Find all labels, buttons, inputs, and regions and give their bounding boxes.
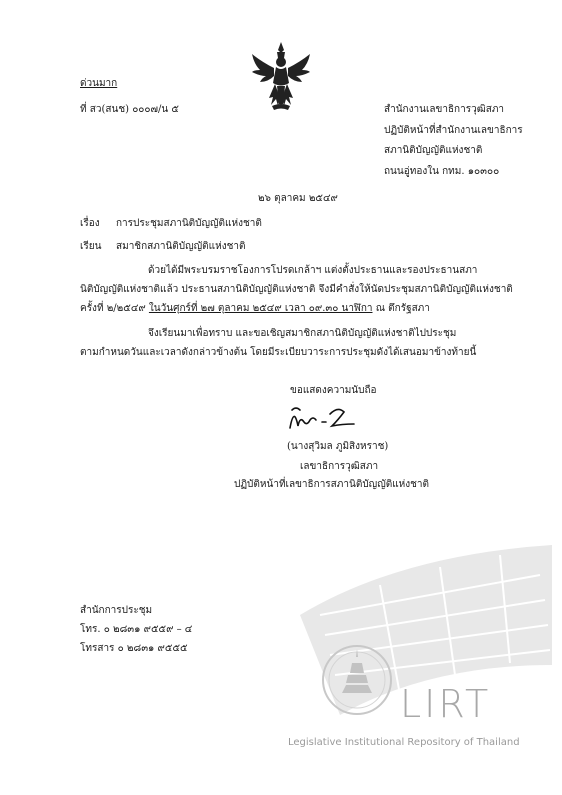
recipient-label: เรียน [80, 241, 102, 252]
body-paragraph-1-line-2: นิติบัญญัติแห่งชาติแล้ว ประธานสภานิติบัญญัติแห่งชาติ จึงมีคำสั่งให้นัดประชุมสภานิติบัญญัติแห่งชาติ [80, 284, 513, 295]
closing-salutation: ขอแสดงความนับถือ [290, 385, 377, 396]
sender-address-line-3: สภานิติบัญญัติแห่งชาติ [384, 145, 483, 156]
meeting-number: ครั้งที่ ๒/๒๕๔๙ [80, 303, 146, 314]
urgency-label: ด่วนมาก [80, 78, 118, 89]
sender-address-line-2: ปฏิบัติหน้าที่สำนักงานเลขาธิการ [384, 125, 523, 136]
subject-label: เรื่อง [80, 218, 100, 229]
footer-fax: โทรสาร ๐ ๒๘๓๑ ๙๕๕๕ [80, 643, 188, 654]
body-paragraph-1-line-3 [80, 302, 430, 316]
body-paragraph-2-line-2: ตามกำหนดวันและเวลาดังกล่าวข้างต้น โดยมีระเบียบวาระการประชุมดังได้เสนอมาข้างท้ายนี้ [80, 347, 477, 358]
subject-text: การประชุมสภานิติบัญญัติแห่งชาติ [116, 218, 262, 229]
garuda-emblem-icon [250, 40, 312, 114]
recipient-text: สมาชิกสภานิติบัญญัติแห่งชาติ [116, 241, 246, 252]
body-paragraph-1-line-1: ด้วยได้มีพระบรมราชโองการโปรดเกล้าฯ แต่งตั้งประธานและรองประธานสภา [148, 265, 478, 276]
footer-department: สำนักการประชุม [80, 605, 153, 616]
body-paragraph-2-line-1: จึงเรียนมาเพื่อทราบ และขอเชิญสมาชิกสภานิติบัญญัติแห่งชาติไปประชุม [148, 328, 457, 339]
watermark-logo-text: LIRT [400, 682, 492, 726]
document-date: ๒๖ ตุลาคม ๒๕๔๙ [258, 193, 338, 204]
watermark-caption: Legislative Institutional Repository of Thailand [288, 737, 520, 748]
signer-name: (นางสุวิมล ภูมิสิงหราช) [287, 441, 389, 452]
signature-icon [286, 402, 362, 432]
sender-address-line-1: สำนักงานเลขาธิการวุฒิสภา [384, 104, 505, 115]
reference-number: ที่ สว(สนช) ๐๐๐๗/น ๕ [80, 104, 179, 115]
meeting-datetime: ในวันศุกร์ที่ ๒๗ ตุลาคม ๒๕๔๙ เวลา ๐๙.๓๐ นาฬิกา [148, 303, 373, 314]
footer-phone: โทร. ๐ ๒๘๓๑ ๙๕๕๙ – ๔ [80, 624, 193, 635]
meeting-venue: ณ ตึกรัฐสภา [375, 303, 430, 314]
sender-address-line-4: ถนนอู่ทองใน กทม. ๑๐๓๐๐ [384, 166, 500, 177]
signer-title-1: เลขาธิการวุฒิสภา [300, 461, 379, 472]
signer-title-2: ปฏิบัติหน้าที่เลขาธิการสภานิติบัญญัติแห่งชาติ [234, 479, 430, 490]
